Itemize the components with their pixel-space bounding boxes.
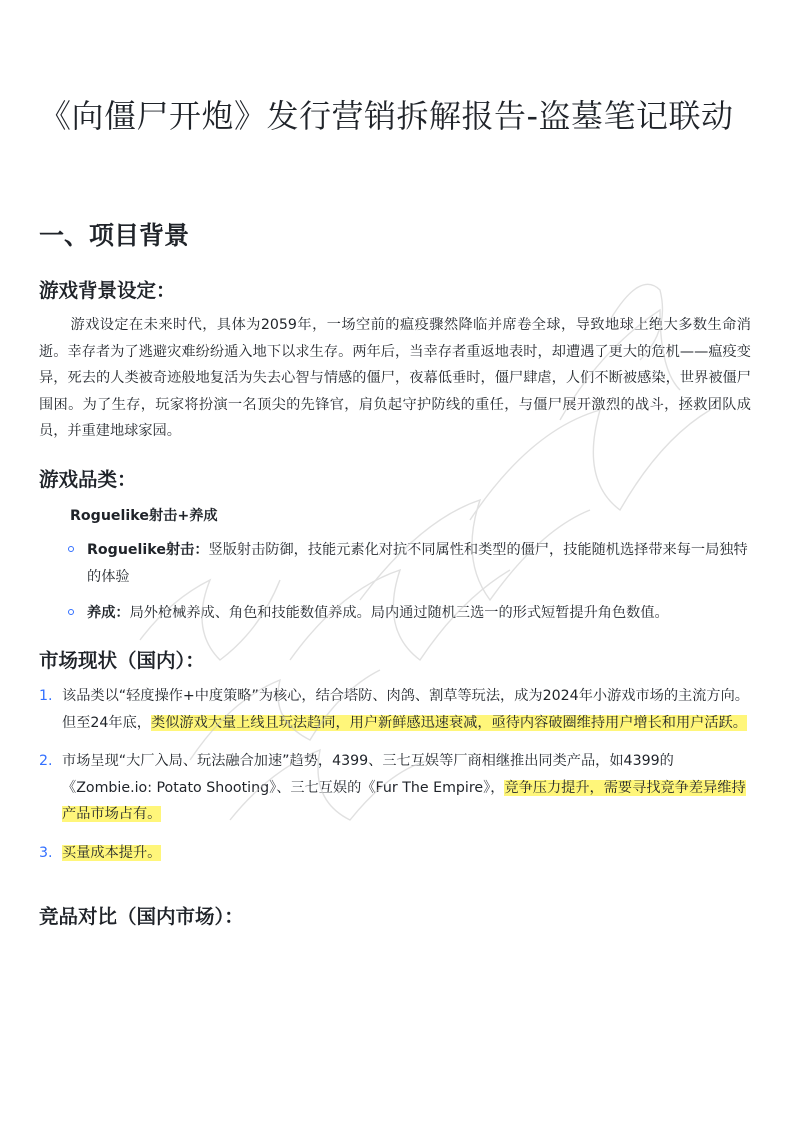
category-list	[39, 537, 754, 637]
list-item-number: 3.	[39, 844, 53, 861]
list-item-text: 局外枪械养成、角色和技能数值养成。局内通过随机三选一的形式短暂提升角色数值。	[129, 605, 669, 621]
list-item	[39, 748, 754, 828]
list-item-label: 养成：	[87, 605, 130, 621]
list-item	[39, 840, 754, 867]
list-item	[39, 537, 754, 590]
highlighted-text: 买量成本提升。	[62, 844, 162, 861]
heading-game-background: 游戏背景设定：	[39, 279, 176, 302]
hollow-circle-bullet-icon	[68, 546, 74, 552]
paragraph-game-background	[39, 312, 751, 445]
list-item-text: 市场呈现“大厂入局、玩法融合加速”趋势，4399、三七互娱等厂商相继推出同类产品，如4399的《Zombie.io: Potato Shooting》、三七互娱的《Fur The Empire》，	[62, 753, 674, 796]
heading-game-category: 游戏品类：	[39, 468, 137, 491]
paragraph-game-background-text: 游戏设定在未来时代，具体为2059年，一场空前的瘟疫骤然降临并席卷全球，导致地球上绝大多数生命消逝。幸存者为了逃避灾难纷纷遁入地下以求生存。两年后，当幸存者重返地表时，却遭遇了更大的危机——瘟疫变异，死去的人类被奇迹般地复活为失去心智与情感的僵尸，夜幕低垂时，僵尸肆虐，人们不断被感染，世界被僵尸围困。为了生存，玩家将扮演一名顶尖的先锋官，肩负起守护防线的重任，与僵尸展开激烈的战斗，拯救团队成员，并重建地球家园。	[39, 317, 751, 439]
section-heading-project-background: 一、项目背景	[39, 221, 190, 250]
list-item	[39, 683, 754, 736]
list-item-number: 2.	[39, 753, 53, 769]
market-list	[39, 683, 754, 878]
list-item-text: 竖版射击防御，技能元素化对抗不同属性和类型的僵尸，技能随机选择带来每一局独特的体验	[87, 542, 748, 585]
heading-competitor-comparison: 竞品对比（国内市场）：	[39, 905, 244, 928]
list-item-label: Roguelike射击：	[87, 542, 209, 558]
heading-market-status: 市场现状（国内）：	[39, 649, 205, 672]
hollow-circle-bullet-icon	[68, 609, 74, 615]
list-item	[39, 600, 754, 627]
category-subtitle: Roguelike射击+养成	[70, 508, 218, 524]
list-item-text: 该品类以“轻度操作+中度策略”为核心，结合塔防、肉鸽、割草等玩法，成为2024年小游戏市场的主流方向。但至24年底，	[62, 688, 749, 731]
highlighted-text: 竞争压力提升，需要寻找竞争差异维持产品市场占有。	[62, 779, 746, 822]
document-title: 《向僵尸开炮》发行营销拆解报告-盗墓笔记联动	[39, 97, 734, 135]
highlighted-text: 类似游戏大量上线且玩法趋同，用户新鲜感迅速衰减，亟待内容破圈维持用户增长和用户活跃。	[151, 714, 747, 731]
list-item-number: 1.	[39, 688, 53, 704]
